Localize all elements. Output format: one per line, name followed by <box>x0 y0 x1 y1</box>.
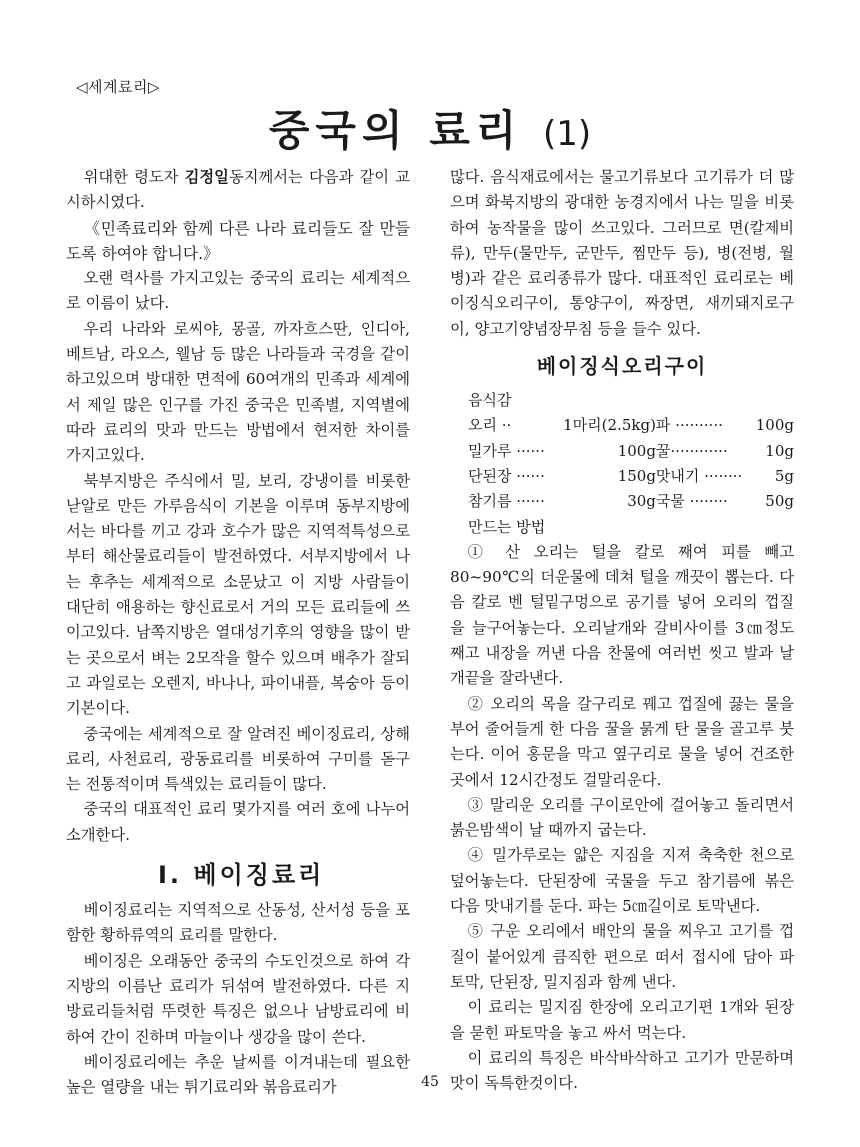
leader-name: 김정일 <box>184 168 229 186</box>
ingredient-name: 꿀············ <box>655 441 728 460</box>
ingredients-label: 음식감 <box>468 391 512 410</box>
recipe-step: ① 산 오리는 털을 칼로 째여 피를 빼고 80~90℃의 더운물에 데쳐 털을 깨끗이 뽑는다. 다음 칼로 벤 털밑구멍으로 공기를 넣어 오리의 껍질을 늘구어놓는다. 오리날개와 갈비사이를 3㎝정도 째고 내장을 꺼낸 다음 찬물에 여러번 씻고 발과 날개끝을 잘라낸다. <box>450 542 794 688</box>
page-title <box>0 98 860 158</box>
ingredient-amount: 100g <box>617 441 656 460</box>
ingredient-name: 맛내기 ········ <box>655 466 743 485</box>
regions-paragraph: 북부지방은 주식에서 밀, 보리, 강냉이를 비롯한 낟알로 만든 가루음식이 기본을 이루며 동부지방에서는 바다를 끼고 강과 호수가 많은 지역적특성으로부터 해산물료리들이 발전하였다. 서부지방에서 나는 후추는 세계적으로 소문났고 이 지방 사람들이 대단히 애용하는 향신료로서 거의 모든 료리들에 쓰이고있다. 남쪽지방은 열대성기후의 영향을 많이 받는 곳으로서 벼는 2모작을 할수 있으며 배추가 잘되고 과일로는 오렌지, 바나나, 파이내플, 복숭아 등이 기본이다. <box>66 471 410 718</box>
ingredient-name: 국물 ········ <box>655 492 728 511</box>
beijing-history-paragraph: 베이징은 오래동안 중국의 수도인것으로 하여 각 지방의 이름난 료리가 뒤섞여 발전하였다. 다른 지방료리들처럼 뚜렷한 특징은 없으나 남방료리에 비하여 간이 진하며 마늘이나 생강을 많이 쓴다. <box>66 951 410 1046</box>
ingredient-name: 밀가루 ······ <box>468 441 545 460</box>
quote-paragraph: 《민족료리와 함께 다른 나라 료리들도 잘 만들도록 하여야 합니다.》 <box>66 218 410 263</box>
section-tag: ◁세계료리▷ <box>76 78 161 96</box>
table-row <box>468 489 794 514</box>
recipe-title: 베이징식오리구이 <box>536 354 708 379</box>
ingredient-amount: 50g <box>765 492 794 511</box>
table-row <box>468 413 794 438</box>
ingredient-amount: 100g <box>755 416 794 435</box>
recipe-step: ③ 말리운 오리를 구이로안에 걸어놓고 돌리면서 붉은밤색이 날 때까지 굽는다. <box>450 795 794 840</box>
ingredient-name: 오리 ·· <box>468 416 512 435</box>
right-column <box>450 165 794 1096</box>
page-number: 45 <box>421 1074 439 1090</box>
table-row <box>468 464 794 489</box>
method-label: 만드는 방법 <box>468 517 546 536</box>
intro-paragraph <box>66 165 410 216</box>
serving-paragraph: 이 료리는 밀지짐 한장에 오리고기편 1개와 된장을 묻힌 파토막을 놓고 싸서 먹는다. <box>450 998 794 1042</box>
geography-paragraph: 우리 나라와 로씨야, 몽골, 까자흐스딴, 인디아, 베트남, 라오스, 웰남 등 많은 나라들과 국경을 같이 하고있으며 방대한 면적에 60여개의 민족과 세계에서 제일 많은 인구를 가진 중국은 민족별, 지역별에 따라 료리의 맛과 만드는 방법에서 현저한 차이를 가지고있다. <box>66 319 410 465</box>
history-paragraph: 오랜 력사를 가지고있는 중국의 료리는 세계적으로 이름이 났다. <box>66 269 410 313</box>
recipe-step: ④ 밀가루로는 얇은 지짐을 지져 축축한 천으로 덮어놓는다. 단된장에 국물을 두고 참기름에 볶은 다음 맛내기를 둔다. 파는 5㎝길이로 토막낸다. <box>450 846 794 916</box>
beijing-continued-paragraph: 많다. 음식재료에서는 물고기류보다 고기류가 더 많으며 화북지방의 광대한 농경지에서 나는 밀을 비롯하여 농작물을 많이 쓰고있다. 그러므로 면(칼제비류), 만두(물만두, 군만두, 찜만두 등), 병(전병, 월병)과 같은 료리종류가 많다. 대표적인 료리로는 베이징식오리구이, 통양구이, 짜장면, 새끼돼지로구이, 양고기양념장무침 등을 들수 있다. <box>450 168 794 338</box>
ingredients-table <box>468 413 794 514</box>
characteristics-paragraph: 이 료리의 특징은 바삭바삭하고 고기가 만문하며 맛이 독특한것이다. <box>450 1048 794 1093</box>
ingredient-name: 참기름 ······ <box>468 492 545 511</box>
ingredient-amount: 5g <box>774 466 794 485</box>
ingredient-amount: 150g <box>617 466 656 485</box>
table-row <box>468 439 794 464</box>
ingredient-amount: 10g <box>765 441 794 460</box>
intro-text-before: 위대한 령도자 <box>83 168 185 186</box>
recipe-step: ② 오리의 목을 갈구리로 꿰고 껍질에 끓는 물을 부어 줄어들게 한 다음 꿀을 묽게 탄 물을 골고루 붓는다. 이어 홍문을 막고 옆구리로 물을 넣어 건조한 곳에서 12시간정도 걸말리운다. <box>450 694 794 789</box>
ingredient-name: 단된장 ······ <box>468 466 545 485</box>
beijing-definition-paragraph: 베이징료리는 지역적으로 산동성, 산서성 등을 포함한 황하류역의 료리를 말한다. <box>66 901 410 945</box>
recipe-step: ⑤ 구운 오리에서 배안의 물을 찌우고 고기를 껍질이 붙어있게 큼직한 편으로 떠서 접시에 담아 파토막, 단된장, 밀지짐과 함께 낸다. <box>450 922 794 991</box>
series-intro-paragraph: 중국의 대표적인 료리 몇가지를 여러 호에 나누어 소개한다. <box>66 800 410 844</box>
page-title-text: 중국의 료리 <box>268 106 523 155</box>
beijing-dishes-paragraph: 베이징료리에는 추운 날씨를 이겨내는데 필요한 높은 열량을 내는 튀기료리와 볶음료리가 <box>66 1052 410 1097</box>
section-heading-beijing: Ⅰ. 베이징료리 <box>158 861 325 890</box>
famous-cuisines-paragraph: 중국에는 세계적으로 잘 알려진 베이징료리, 상해료리, 사천료리, 광동료리를 비롯하여 구미를 돋구는 전통적이며 특색있는 료리들이 많다. <box>66 724 410 794</box>
page-title-number: (1) <box>542 114 592 154</box>
ingredient-amount: 1마리(2.5kg) <box>563 416 656 435</box>
left-column <box>66 165 410 1100</box>
intro-text-after: 동지께서는 다음과 같이 교시하시였다. <box>66 168 410 212</box>
ingredient-amount: 30g <box>627 492 656 511</box>
ingredient-name: 파 ·········· <box>655 416 723 435</box>
